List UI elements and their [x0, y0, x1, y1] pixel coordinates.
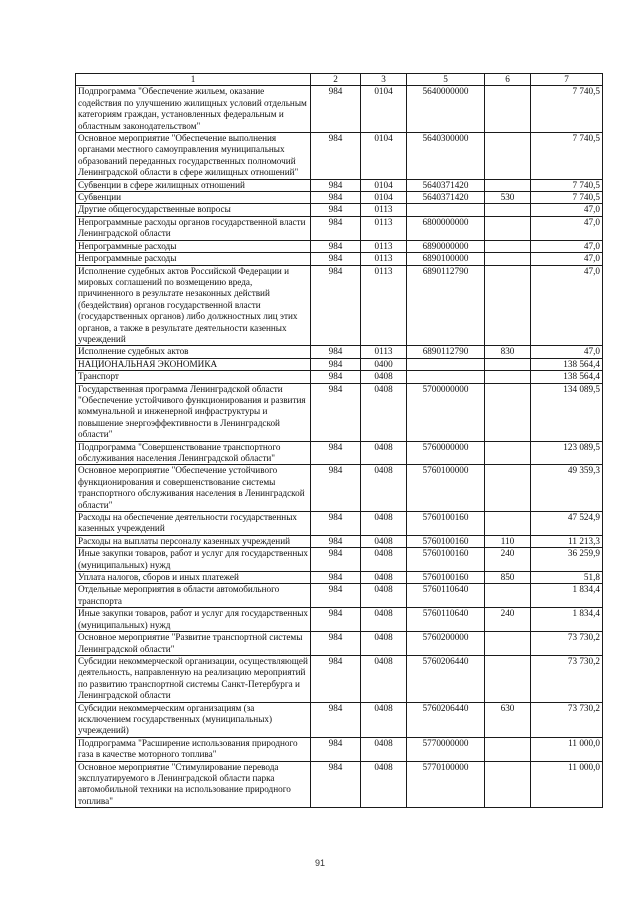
cell-vr [485, 265, 531, 346]
table-row [76, 535, 603, 547]
cell-section: 0408 [361, 371, 407, 383]
cell-sum: 73 730,2 [531, 655, 603, 702]
cell-grbs: 984 [311, 608, 361, 632]
cell-section: 0408 [361, 383, 407, 441]
cell-grbs: 984 [311, 512, 361, 536]
cell-sum: 7 740,5 [531, 179, 603, 191]
cell-section: 0408 [361, 702, 407, 737]
cell-sum: 73 730,2 [531, 632, 603, 656]
cell-section: 0408 [361, 548, 407, 572]
cell-vr [485, 737, 531, 761]
cell-section: 0408 [361, 441, 407, 465]
cell-target: 6890100000 [407, 253, 485, 265]
cell-grbs: 984 [311, 253, 361, 265]
cell-target: 5760110640 [407, 608, 485, 632]
cell-vr [485, 512, 531, 536]
cell-target [407, 204, 485, 216]
table-row [76, 548, 603, 572]
cell-sum: 51,8 [531, 572, 603, 584]
table-row [76, 358, 603, 370]
cell-section: 0408 [361, 572, 407, 584]
table-row [76, 608, 603, 632]
cell-target: 6890112790 [407, 265, 485, 346]
table-row [76, 512, 603, 536]
cell-section: 0408 [361, 655, 407, 702]
cell-sum: 1 834,4 [531, 584, 603, 608]
table-row [76, 584, 603, 608]
cell-section: 0408 [361, 535, 407, 547]
cell-target: 5770100000 [407, 761, 485, 808]
cell-target: 5640371420 [407, 192, 485, 204]
cell-sum: 138 564,4 [531, 371, 603, 383]
cell-grbs: 984 [311, 655, 361, 702]
cell-name: Исполнение судебных актов Российской Федерации и мировых соглашений по возмещению вреда, причиненного в результате незаконных действий (бездействия) органов государственной власти (государственных органов) либо должностных лиц этих органов, а также в результате деятельности казенных учреждений [76, 265, 311, 346]
cell-vr [485, 632, 531, 656]
cell-target: 5760100160 [407, 572, 485, 584]
cell-name: Субсидии некоммерческой организации, осуществляющей деятельность, направленную на реализацию мероприятий по развитию транспортной системы Санкт-Петербурга и Ленинградской области [76, 655, 311, 702]
cell-vr [485, 371, 531, 383]
table-row [76, 655, 603, 702]
table-row [76, 253, 603, 265]
cell-grbs: 984 [311, 737, 361, 761]
cell-name: Транспорт [76, 371, 311, 383]
cell-name: Подпрограмма "Обеспечение жильем, оказание содействия по улучшению жилищных условий отдельным категориям граждан, установленных федеральным и областным законодательством" [76, 86, 311, 133]
cell-target: 5640300000 [407, 133, 485, 180]
table-row [76, 371, 603, 383]
cell-name: Иные закупки товаров, работ и услуг для государственных (муниципальных) нужд [76, 548, 311, 572]
cell-sum: 47,0 [531, 253, 603, 265]
table-row [76, 133, 603, 180]
cell-sum: 11 000,0 [531, 737, 603, 761]
cell-vr: 630 [485, 702, 531, 737]
cell-name: Непрограммные расходы органов государственной власти Ленинградской области [76, 216, 311, 240]
cell-grbs: 984 [311, 179, 361, 191]
table-row [76, 179, 603, 191]
cell-grbs: 984 [311, 86, 361, 133]
cell-sum: 47,0 [531, 204, 603, 216]
cell-section: 0104 [361, 133, 407, 180]
cell-target: 5760000000 [407, 441, 485, 465]
table-row [76, 737, 603, 761]
cell-vr [485, 240, 531, 252]
cell-name: Другие общегосударственные вопросы [76, 204, 311, 216]
cell-sum: 7 740,5 [531, 86, 603, 133]
cell-target: 6890000000 [407, 240, 485, 252]
cell-target: 5760100000 [407, 465, 485, 512]
cell-grbs: 984 [311, 216, 361, 240]
cell-sum: 7 740,5 [531, 192, 603, 204]
table-row [76, 383, 603, 441]
cell-target: 5640000000 [407, 86, 485, 133]
cell-name: Основное мероприятие "Развитие транспортной системы Ленинградской области" [76, 632, 311, 656]
budget-table [75, 73, 603, 808]
table-row [76, 86, 603, 133]
cell-section: 0408 [361, 737, 407, 761]
cell-vr: 240 [485, 608, 531, 632]
cell-vr: 530 [485, 192, 531, 204]
cell-name: Непрограммные расходы [76, 253, 311, 265]
cell-vr [485, 441, 531, 465]
cell-name: Субсидии некоммерческим организациям (за исключением государственных (муниципальных) учреждений) [76, 702, 311, 737]
cell-sum: 47,0 [531, 240, 603, 252]
cell-sum: 49 359,3 [531, 465, 603, 512]
cell-section: 0400 [361, 358, 407, 370]
cell-grbs: 984 [311, 371, 361, 383]
table-row [76, 441, 603, 465]
cell-grbs: 984 [311, 358, 361, 370]
cell-name: Расходы на выплаты персоналу казенных учреждений [76, 535, 311, 547]
cell-grbs: 984 [311, 702, 361, 737]
cell-target: 5760100160 [407, 512, 485, 536]
cell-target [407, 371, 485, 383]
cell-sum: 7 740,5 [531, 133, 603, 180]
cell-name: Непрограммные расходы [76, 240, 311, 252]
cell-section: 0408 [361, 465, 407, 512]
cell-target: 5700000000 [407, 383, 485, 441]
table-row [76, 192, 603, 204]
header-col-name: 1 [76, 74, 311, 86]
cell-sum: 73 730,2 [531, 702, 603, 737]
table-row [76, 346, 603, 358]
cell-vr [485, 253, 531, 265]
cell-sum: 1 834,4 [531, 608, 603, 632]
cell-target: 5760100160 [407, 535, 485, 547]
table-row [76, 761, 603, 808]
cell-target: 5760100160 [407, 548, 485, 572]
cell-section: 0104 [361, 86, 407, 133]
cell-sum: 47,0 [531, 216, 603, 240]
cell-name: Основное мероприятие "Обеспечение выполнения органами местного самоуправления муниципальных образований переданных государственных полномочий Ленинградской области в сфере жилищных отношений" [76, 133, 311, 180]
cell-section: 0408 [361, 584, 407, 608]
cell-section: 0113 [361, 253, 407, 265]
cell-vr [485, 761, 531, 808]
cell-vr: 830 [485, 346, 531, 358]
cell-grbs: 984 [311, 133, 361, 180]
table-row [76, 216, 603, 240]
cell-vr [485, 655, 531, 702]
cell-grbs: 984 [311, 572, 361, 584]
table-row [76, 632, 603, 656]
cell-name: Подпрограмма "Совершенствование транспортного обслуживания населения Ленинградской области" [76, 441, 311, 465]
cell-target: 5760206440 [407, 702, 485, 737]
table-row [76, 572, 603, 584]
cell-name: Исполнение судебных актов [76, 346, 311, 358]
cell-grbs: 984 [311, 632, 361, 656]
cell-sum: 11 000,0 [531, 761, 603, 808]
cell-target: 5760110640 [407, 584, 485, 608]
cell-target: 5770000000 [407, 737, 485, 761]
cell-vr [485, 358, 531, 370]
cell-target: 5760206440 [407, 655, 485, 702]
table-row [76, 265, 603, 346]
table-row [76, 240, 603, 252]
cell-grbs: 984 [311, 535, 361, 547]
table-header-row [76, 74, 603, 86]
cell-vr [485, 133, 531, 180]
cell-name: Основное мероприятие "Стимулирование перевода эксплуатируемого в Ленинградской области парка автомобильной техники на использование природного топлива" [76, 761, 311, 808]
table-row [76, 204, 603, 216]
cell-sum: 11 213,3 [531, 535, 603, 547]
header-col-sum: 7 [531, 74, 603, 86]
cell-target: 6890112790 [407, 346, 485, 358]
cell-name: НАЦИОНАЛЬНАЯ ЭКОНОМИКА [76, 358, 311, 370]
cell-sum: 134 089,5 [531, 383, 603, 441]
cell-grbs: 984 [311, 761, 361, 808]
cell-sum: 47,0 [531, 346, 603, 358]
cell-grbs: 984 [311, 240, 361, 252]
cell-section: 0113 [361, 204, 407, 216]
table-row [76, 465, 603, 512]
cell-name: Уплата налогов, сборов и иных платежей [76, 572, 311, 584]
cell-grbs: 984 [311, 584, 361, 608]
cell-vr: 240 [485, 548, 531, 572]
cell-section: 0113 [361, 346, 407, 358]
cell-vr [485, 179, 531, 191]
cell-vr: 110 [485, 535, 531, 547]
cell-sum: 123 089,5 [531, 441, 603, 465]
cell-grbs: 984 [311, 383, 361, 441]
header-col-target: 5 [407, 74, 485, 86]
table-row [76, 702, 603, 737]
cell-section: 0408 [361, 608, 407, 632]
cell-grbs: 984 [311, 346, 361, 358]
cell-vr [485, 465, 531, 512]
cell-name: Государственная программа Ленинградской области "Обеспечение устойчивого функционирования и развития коммунальной и инженерной инфраструктуры и повышение энергоэффективности в Ленинградской области" [76, 383, 311, 441]
cell-sum: 47 524,9 [531, 512, 603, 536]
cell-sum: 47,0 [531, 265, 603, 346]
header-col-section: 3 [361, 74, 407, 86]
cell-grbs: 984 [311, 441, 361, 465]
cell-grbs: 984 [311, 204, 361, 216]
cell-vr [485, 204, 531, 216]
cell-section: 0104 [361, 192, 407, 204]
cell-section: 0408 [361, 761, 407, 808]
header-col-grbs: 2 [311, 74, 361, 86]
cell-section: 0408 [361, 512, 407, 536]
cell-section: 0113 [361, 265, 407, 346]
cell-section: 0104 [361, 179, 407, 191]
cell-target: 5640371420 [407, 179, 485, 191]
cell-grbs: 984 [311, 465, 361, 512]
cell-grbs: 984 [311, 548, 361, 572]
cell-sum: 138 564,4 [531, 358, 603, 370]
cell-target [407, 358, 485, 370]
cell-target: 6800000000 [407, 216, 485, 240]
page-number: 91 [314, 858, 325, 868]
cell-sum: 36 259,9 [531, 548, 603, 572]
cell-vr [485, 216, 531, 240]
cell-section: 0113 [361, 240, 407, 252]
cell-vr: 850 [485, 572, 531, 584]
cell-grbs: 984 [311, 192, 361, 204]
cell-name: Подпрограмма "Расширение использования природного газа в качестве моторного топлива" [76, 737, 311, 761]
cell-vr [485, 584, 531, 608]
cell-name: Субвенции [76, 192, 311, 204]
cell-name: Субвенции в сфере жилищных отношений [76, 179, 311, 191]
cell-vr [485, 383, 531, 441]
cell-target: 5760200000 [407, 632, 485, 656]
cell-name: Отдельные мероприятия в области автомобильного транспорта [76, 584, 311, 608]
header-col-vr: 6 [485, 74, 531, 86]
cell-name: Иные закупки товаров, работ и услуг для государственных (муниципальных) нужд [76, 608, 311, 632]
cell-name: Основное мероприятие "Обеспечение устойчивого функционирования и совершенствование системы транспортного обслуживания населения в Ленинградской области" [76, 465, 311, 512]
cell-grbs: 984 [311, 265, 361, 346]
cell-vr [485, 86, 531, 133]
cell-section: 0113 [361, 216, 407, 240]
cell-section: 0408 [361, 632, 407, 656]
cell-name: Расходы на обеспечение деятельности государственных казенных учреждений [76, 512, 311, 536]
